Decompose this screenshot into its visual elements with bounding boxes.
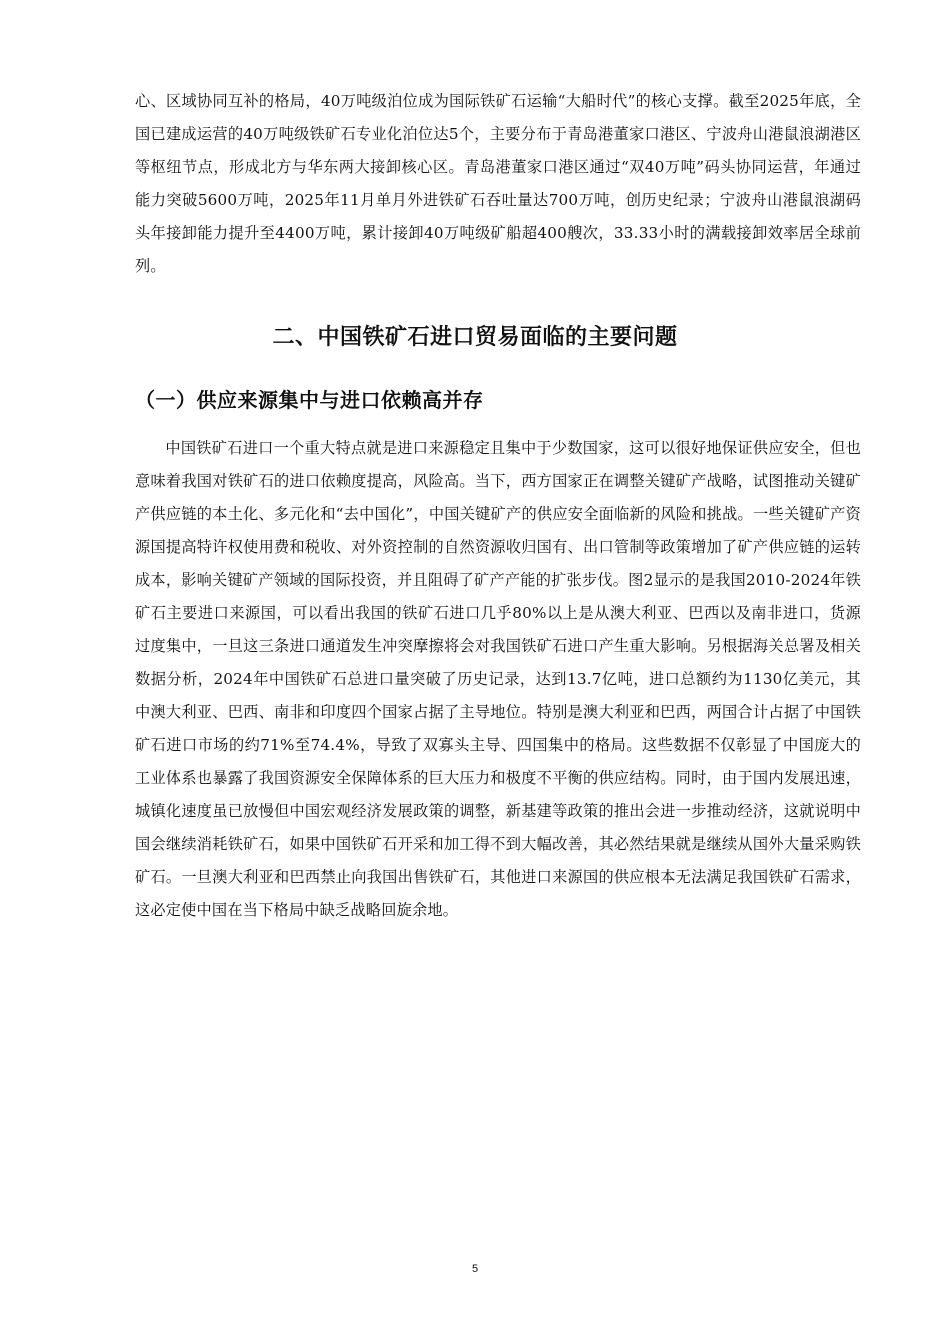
section-heading: 二、中国铁矿石进口贸易面临的主要问题 — [272, 325, 678, 350]
sub-heading: （一）供应来源集中与进口依赖高并存 — [135, 388, 484, 412]
body-paragraph-continued: 心、区域协同互补的格局，40万吨级泊位成为国际铁矿石运输“大船时代”的核心支撑。截至2025年底，全国已建成运营的40万吨级铁矿石专业化泊位达5个，主要分布于青岛港董家口港区、宁波舟山港鼠浪湖港区等枢纽节点，形成北方与华东两大接卸核心区。青岛港董家口港区通过“双40万吨”码头协同运营，年通过能力突破5600万吨，2025年11月单月外进铁矿石吞吐量达700万吨，创历史纪录；宁波舟山港鼠浪湖码头年接卸能力提升至4400万吨，累计接卸40万吨级矿船超400艘次，33.33小时的满载接卸效率居全球前列。 — [135, 92, 861, 275]
page-number: 5 — [471, 1263, 479, 1275]
body-paragraph: 中国铁矿石进口一个重大特点就是进口来源稳定且集中于少数国家，这可以很好地保证供应安全，但也意味着我国对铁矿石的进口依赖度提高，风险高。当下，西方国家正在调整关键矿产战略，试图推动关键矿产供应链的本土化、多元化和“去中国化”，中国关键矿产的供应安全面临新的风险和挑战。一些关键矿产资源国提高特许权使用费和税收、对外资控制的自然资源收归国有、出口管制等政策增加了矿产供应链的运转成本，影响关键矿产领域的国际投资，并且阻碍了矿产产能的扩张步伐。图2显示的是我国2010-2024年铁矿石主要进口来源国，可以看出我国的铁矿石进口几乎80%以上是从澳大利亚、巴西以及南非进口，货源过度集中，一旦这三条进口通道发生冲突摩擦将会对我国铁矿石进口产生重大影响。另根据海关总署及相关数据分析，2024年中国铁矿石总进口量突破了历史记录，达到13.7亿吨，进口总额约为1130亿美元，其中澳大利亚、巴西、南非和印度四个国家占据了主导地位。特别是澳大利亚和巴西，两国合计占据了中国铁矿石进口市场的约71%至74.4%，导致了双寡头主导、四国集中的格局。这些数据不仅彰显了中国庞大的工业体系也暴露了我国资源安全保障体系的巨大压力和极度不平衡的供应结构。同时，由于国内发展迅速，城镇化速度虽已放慢但中国宏观经济发展政策的调整，新基建等政策的推出会进一步推动经济，这就说明中国会继续消耗铁矿石，如果中国铁矿石开采和加工得不到大幅改善，其必然结果就是继续从国外大量采购铁矿石。一旦澳大利亚和巴西禁止向我国出售铁矿石，其他进口来源国的供应根本无法满足我国铁矿石需求，这必定使中国在当下格局中缺乏战略回旋余地。 — [135, 439, 861, 919]
